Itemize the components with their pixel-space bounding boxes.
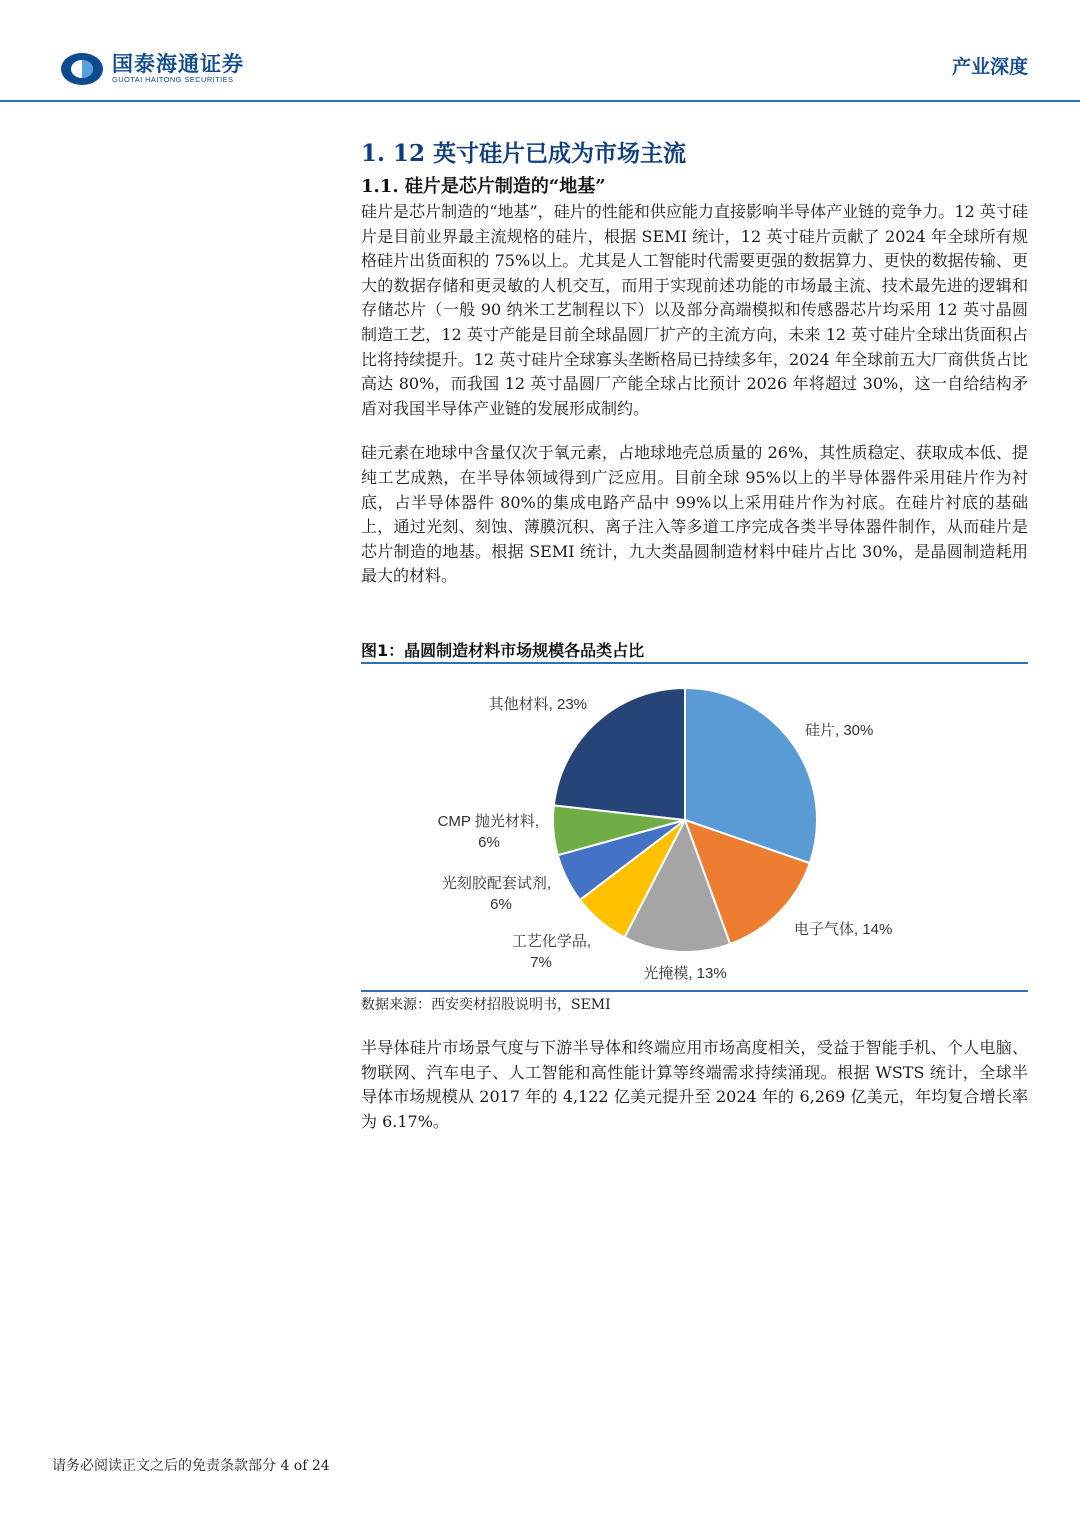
pie-slice-label: 电子气体, 14% bbox=[794, 921, 893, 938]
body-paragraph-1: 硅片是芯片制造的“地基”，硅片的性能和供应能力直接影响半导体产业链的竞争力。12 英寸硅片是目前业界最主流规格的硅片，根据 SEMI 统计，12 英寸硅片贡献了 2024 年全球所有规格硅片出货面积的 75%以上。尤其是人工智能时代需要更强的数据算力、更快的数据传输、更大的数据存储和更灵敏的人机交互，而用于实现前述功能的市场最主流、技术最先进的逻辑和存储芯片（一般 90 纳米工艺制程以下）以及部分高端模拟和传感器芯片均采用 12 英寸晶圆制造工艺，12 英寸产能是目前全球晶圆厂扩产的主流方向，未来 12 英寸硅片全球出货面积占比将持续提升。12 英寸硅片全球寡头垄断格局已持续多年，2024 年全球前五大厂商供货占比高达 80%，而我国 12 英寸晶圆厂产能全球占比预计 2026 年将超过 30%，这一自给结构矛盾对我国半导体产业链的发展形成制约。 bbox=[361, 202, 1028, 418]
pie-slice-label: 光掩模, 13% bbox=[643, 965, 727, 982]
pie-slice-label: 硅片, 30% bbox=[805, 722, 874, 739]
pie-slice-label: CMP 抛光材料, 6% bbox=[437, 813, 539, 851]
pie-chart bbox=[361, 664, 1028, 990]
page-header bbox=[0, 0, 1080, 103]
header-divider bbox=[0, 100, 1080, 102]
section-heading: 1. 12 英寸硅片已成为市场主流 bbox=[361, 140, 687, 167]
pie-slice-label: 光刻胶配套试剂, 6% bbox=[441, 875, 551, 913]
report-category-tag: 产业深度 bbox=[951, 56, 1028, 78]
main-content bbox=[361, 138, 1028, 589]
pie-slice-label: 其他材料, 23% bbox=[488, 696, 587, 713]
body-paragraph-3: 半导体硅片市场景气度与下游半导体和终端应用市场高度相关，受益于智能手机、个人电脑、物联网、汽车电子、人工智能和高性能计算等终端需求持续涌现。根据 WSTS 统计，全球半导体市场规模从 2017 年的 4,122 亿美元提升至 2024 年的 6,269 亿美元，年均复合增长率为 6.17%。 bbox=[361, 1038, 1028, 1131]
pie-chart-svg bbox=[361, 664, 1028, 990]
page-footer: 请务必阅读正文之后的免责条款部分 4 of 24 bbox=[52, 1458, 330, 1474]
body-paragraph-2: 硅元素在地球中含量仅次于氧元素，占地球地壳总质量的 26%，其性质稳定、获取成本低、提纯工艺成熟，在半导体领域得到广泛应用。目前全球 95%以上的半导体器件采用硅片作为衬底，占半导体器件 80%的集成电路产品中 99%以上采用硅片作为衬底。在硅片衬底的基础上，通过光刻、刻蚀、薄膜沉积、离子注入等多道工序完成各类半导体器件制作，从而硅片是芯片制造的地基。根据 SEMI 统计，九大类晶圆制造材料中硅片占比 30%，是晶圆制造耗用最大的材料。 bbox=[361, 443, 1028, 586]
figure-bottom-rule bbox=[361, 990, 1028, 992]
pie-slice-label: 工艺化学品, 7% bbox=[511, 933, 591, 971]
main-content-continued bbox=[361, 1036, 1028, 1134]
logo-mark-icon bbox=[60, 52, 104, 86]
figure-source: 数据来源：西安奕材招股说明书，SEMI bbox=[361, 997, 611, 1013]
brand-logo[interactable] bbox=[60, 52, 244, 86]
figure-title: 图1：晶圆制造材料市场规模各品类占比 bbox=[361, 641, 645, 660]
logo-chinese-text: 国泰海通证券 bbox=[112, 52, 244, 76]
logo-english-text: GUOTAI HAITONG SECURITIES bbox=[112, 75, 234, 84]
subsection-heading: 1.1. 硅片是芯片制造的“地基” bbox=[361, 176, 606, 197]
